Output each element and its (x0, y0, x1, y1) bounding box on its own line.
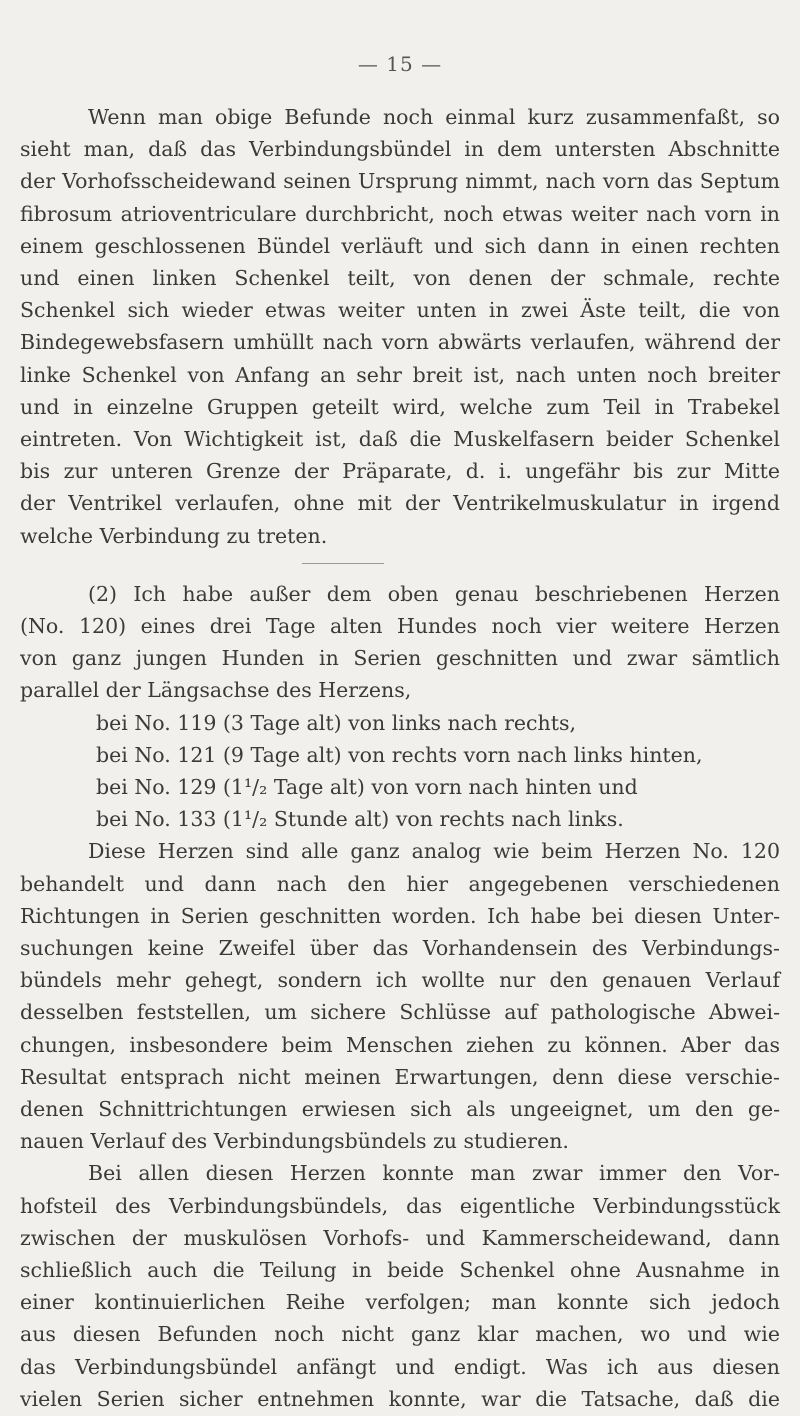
paragraph-3-line: denen Schnittrichtungen erwiesen sich als ungeeignet, um den ge- (20, 1097, 780, 1121)
paragraph-3-line: Richtungen in Serien geschnitten worden. Ich habe bei diesen Unter- (20, 903, 780, 928)
paragraph-1-line: der Vorhofsscheidewand seinen Ursprung nimmt, nach vorn das Septum (20, 169, 780, 194)
paragraph-1-line: und in einzelne Gruppen geteilt wird, welche zum Teil in Trabekel (20, 394, 780, 419)
paragraph-1-line: linke Schenkel von Anfang an sehr breit ist, nach unten noch breiter (20, 362, 780, 387)
paragraph-1-line: der Ventrikel verlaufen, ohne mit der Ventrikelmuskulatur in irgend (20, 491, 780, 516)
list-item: bei No. 119 (3 Tage alt) von links nach rechts, (96, 710, 577, 735)
paragraph-1-line: Schenkel sich wieder etwas weiter unten in zwei Äste teilt, die von (20, 298, 780, 323)
paragraph-2-line: (No. 120) eines drei Tage alten Hundes noch vier weitere Herzen (20, 614, 780, 638)
list-item: bei No. 121 (9 Tage alt) von rechts vorn nach links hinten, (96, 742, 703, 767)
paragraph-3-line: Diese Herzen sind alle ganz analog wie beim Herzen No. 120 (88, 839, 780, 864)
section-divider (302, 563, 384, 564)
paragraph-4-line: zwischen der muskulösen Vorhofs- und Kammerscheidewand, dann (20, 1225, 780, 1250)
paragraph-3-line: bündels mehr gehegt, sondern ich wollte nur den genauen Verlauf (20, 968, 780, 993)
page-number: — 15 — (357, 52, 443, 76)
paragraph-1-line: fibrosum atrioventriculare durchbricht, noch etwas weiter nach vorn in (20, 201, 780, 226)
paragraph-1-line: sieht man, daß das Verbindungsbündel in dem untersten Abschnitte (20, 137, 780, 162)
paragraph-1-line: eintreten. Von Wichtigkeit ist, daß die Muskelfasern beider Schenkel (20, 427, 780, 451)
paragraph-1-line: einem geschlossenen Bündel verläuft und sich dann in einen rechten (20, 233, 780, 258)
paragraph-1-line: Bindegewebsfasern umhüllt nach vorn abwärts verlaufen, während der (20, 330, 780, 355)
paragraph-1-line: welche Verbindung zu treten. (20, 523, 328, 548)
paragraph-3-line: nauen Verlauf des Verbindungsbündels zu studieren. (20, 1129, 569, 1154)
paragraph-1-line: bis zur unteren Grenze der Präparate, d. i. ungefähr bis zur Mitte (20, 459, 780, 484)
paragraph-4-line: einer kontinuierlichen Reihe verfolgen; man konnte sich jedoch (20, 1290, 780, 1315)
paragraph-4-line: schließlich auch die Teilung in beide Schenkel ohne Ausnahme in (20, 1258, 780, 1282)
paragraph-3-line: behandelt und dann nach den hier angegebenen verschiedenen (20, 871, 780, 896)
paragraph-4-line: hofsteil des Verbindungsbündels, das eigentliche Verbindungsstück (20, 1193, 780, 1218)
paragraph-4-line: vielen Serien sicher entnehmen konnte, war die Tatsache, daß die (20, 1386, 780, 1411)
paragraph-2-line: von ganz jungen Hunden in Serien geschnitten und zwar sämtlich (20, 646, 780, 671)
list-item: bei No. 133 (1¹/₂ Stunde alt) von rechts nach links. (96, 807, 624, 832)
paragraph-1-line: Wenn man obige Befunde noch einmal kurz zusammenfaßt, so (88, 105, 780, 129)
paragraph-4-line: Bei allen diesen Herzen konnte man zwar immer den Vor- (88, 1161, 780, 1186)
list-item: bei No. 129 (1¹/₂ Tage alt) von vorn nach hinten und (96, 775, 638, 799)
paragraph-2-line: parallel der Längsachse des Herzens, (20, 678, 412, 703)
paragraph-4-line: das Verbindungsbündel anfängt und endigt. Was ich aus diesen (20, 1354, 780, 1379)
paragraph-3-line: desselben feststellen, um sichere Schlüsse auf pathologische Abwei- (20, 1000, 780, 1025)
paragraph-3-line: Resultat entsprach nicht meinen Erwartungen, denn diese verschie- (20, 1064, 780, 1089)
paragraph-4-line: aus diesen Befunden noch nicht ganz klar machen, wo und wie (20, 1322, 780, 1347)
paragraph-3-line: suchungen keine Zweifel über das Vorhandensein des Verbindungs- (20, 936, 780, 960)
paragraph-1-line: und einen linken Schenkel teilt, von denen der schmale, rechte (20, 266, 780, 290)
paragraph-3-line: chungen, insbesondere beim Menschen ziehen zu können. Aber das (20, 1032, 780, 1057)
paragraph-2-line: (2) Ich habe außer dem oben genau beschriebenen Herzen (88, 581, 780, 606)
